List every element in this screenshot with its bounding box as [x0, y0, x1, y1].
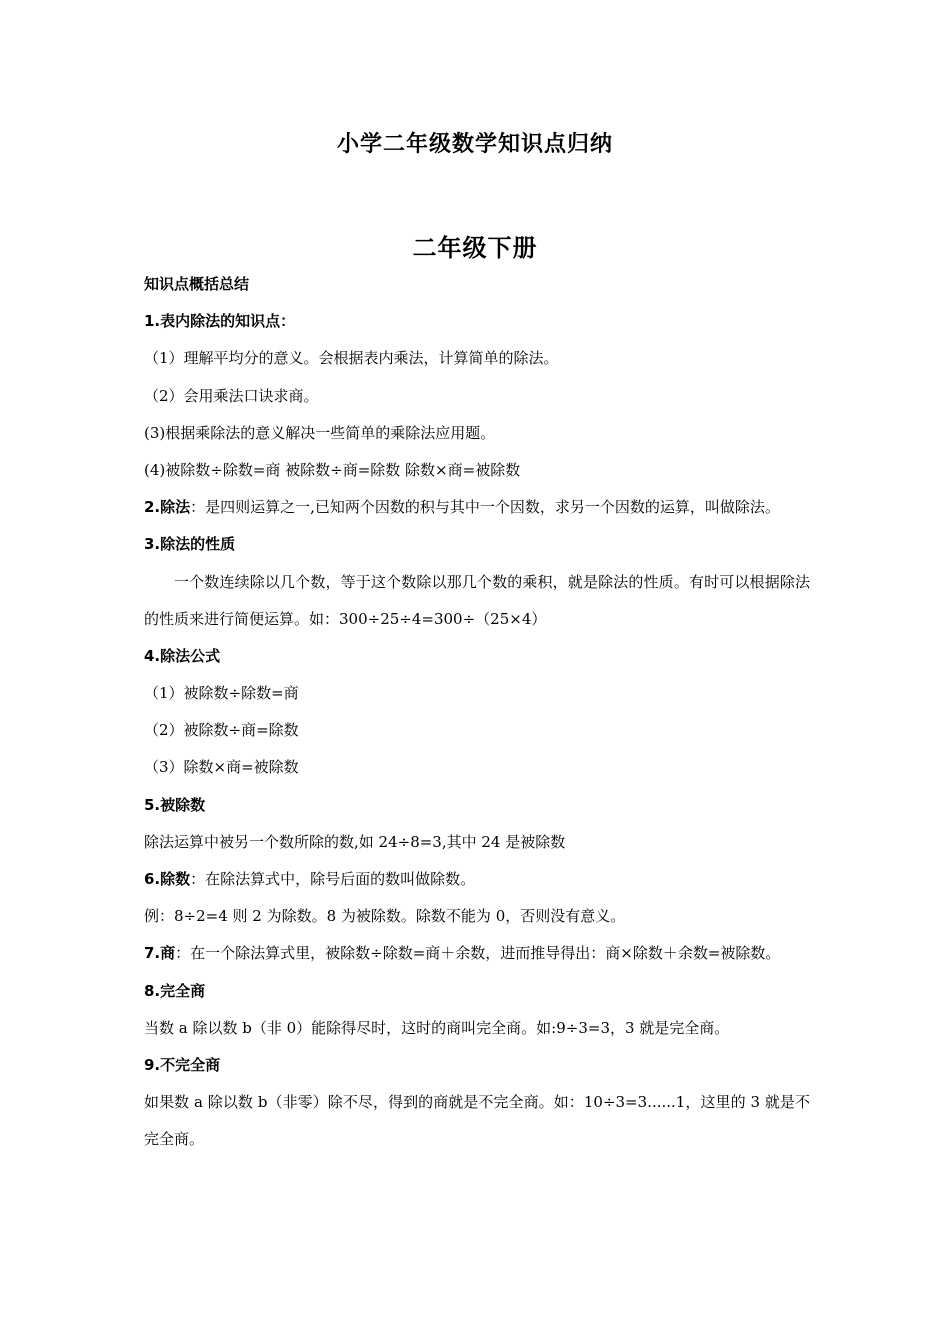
section-2-heading: 2.除法: [144, 498, 191, 517]
section-2-paragraph: [144, 489, 810, 526]
section-5-heading: 5.被除数: [144, 795, 206, 814]
section-6-text: ：在除法算式中，除号后面的数叫做除数。: [190, 870, 476, 889]
summary-heading: 知识点概括总结: [144, 275, 250, 293]
section-1-item: (4)被除数÷除数=商 被除数÷商=除数 除数×商=被除数: [144, 460, 521, 479]
section-4-item: （2）被除数÷商=除数: [144, 721, 299, 740]
section-7-text: ：在一个除法算式里，被除数÷除数=商＋余数，进而推导得出：商×除数＋余数=被除数。: [175, 944, 781, 963]
section-1-item: （2）会用乘法口诀求商。: [144, 386, 319, 405]
section-5-text: 除法运算中被另一个数所除的数,如 24÷8=3,其中 24 是被除数: [144, 832, 566, 851]
section-1-heading: 1.表内除法的知识点：: [144, 312, 296, 331]
section-9-heading: 9.不完全商: [144, 1056, 221, 1074]
section-6-example: 例：8÷2=4 则 2 为除数。8 为被除数。除数不能为 0，否则没有意义。: [144, 907, 626, 926]
section-6-heading: 6.除数: [144, 870, 191, 889]
section-8-text: 当数 a 除以数 b（非 0）能除得尽时，这时的商叫完全商。如:9÷3=3，3 就是完全商。: [144, 1018, 730, 1037]
section-9-text: 如果数 a 除以数 b（非零）除不尽，得到的商就是不完全商。如：10÷3=3......1，这里的 3 就是不完全商。: [144, 1093, 810, 1149]
section-7-paragraph: [144, 935, 810, 972]
section-7-heading: 7.商: [144, 944, 176, 963]
document-title: 小学二年级数学知识点归纳: [336, 132, 613, 157]
section-6-paragraph: [144, 861, 810, 898]
section-4-item: （1）被除数÷除数=商: [144, 684, 299, 703]
document-subtitle: 二年级下册: [412, 234, 538, 262]
section-4-item: （3）除数×商=被除数: [144, 758, 299, 777]
section-1-item: (3)根据乘除法的意义解决一些简单的乘除法应用题。: [144, 423, 496, 442]
document-body: [144, 266, 810, 1159]
section-3-heading: 3.除法的性质: [144, 535, 236, 554]
section-8-heading: 8.完全商: [144, 981, 206, 1000]
section-4-heading: 4.除法公式: [144, 646, 221, 665]
section-1-item: （1）理解平均分的意义。会根据表内乘法，计算简单的除法。: [144, 349, 559, 368]
section-2-text: ：是四则运算之一,已知两个因数的积与其中一个因数，求另一个因数的运算，叫做除法。: [190, 498, 780, 517]
section-3-text: 一个数连续除以几个数，等于这个数除以那几个数的乘积，就是除法的性质。有时可以根据除法的性质来进行简便运算。如：300÷25÷4=300÷（25×4）: [144, 572, 810, 628]
